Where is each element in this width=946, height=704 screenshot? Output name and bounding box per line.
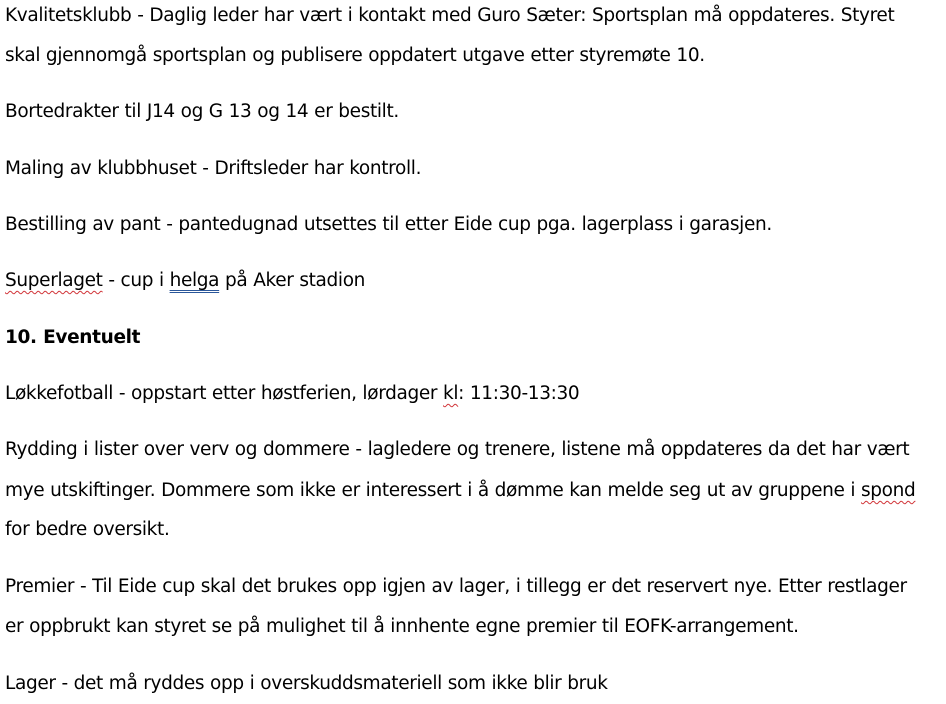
- paragraph-lager: Lager - det må ryddes opp i overskuddsmateriell som ikke blir bruk: [5, 673, 608, 694]
- paragraph-premier-line-2: er oppbrukt kan styret se på mulighet til å innhente egne premier til EOFK-arrangement.: [5, 616, 799, 637]
- spelling-flagged-word[interactable]: Superlaget: [5, 270, 103, 291]
- paragraph-kvalitetsklubb-line-1: Kvalitetsklubb - Daglig leder har vært i kontakt med Guro Sæter: Sportsplan må oppdateres. Styret: [5, 5, 895, 26]
- text-run: Løkkefotball - oppstart etter høstferien, lørdager: [5, 383, 444, 404]
- paragraph-rydding-line-2: [5, 471, 915, 511]
- paragraph-rydding-line-3: for bedre oversikt.: [5, 519, 170, 540]
- text-run: : 11:30-13:30: [458, 383, 580, 404]
- paragraph-rydding-line-1: Rydding i lister over verv og dommere - lagledere og trenere, listene må oppdateres da det har vært: [5, 439, 910, 460]
- paragraph-superlaget: [5, 261, 365, 301]
- paragraph-bortedrakter: Bortedrakter til J14 og G 13 og 14 er bestilt.: [5, 101, 399, 122]
- paragraph-pant: Bestilling av pant - pantedugnad utsettes til etter Eide cup pga. lagerplass i garasjen.: [5, 214, 772, 235]
- paragraph-maling: Maling av klubbhuset - Driftsleder har kontroll.: [5, 158, 422, 179]
- paragraph-premier-line-1: Premier - Til Eide cup skal det brukes opp igjen av lager, i tillegg er det reservert nye. Etter restlager: [5, 576, 907, 597]
- text-run: - cup i: [102, 270, 170, 291]
- spelling-flagged-word[interactable]: spond: [860, 480, 916, 501]
- text-run: mye utskiftinger. Dommere som ikke er interessert i å dømme kan melde seg ut av gruppene i: [5, 480, 861, 501]
- paragraph-lokkefotball: [5, 374, 579, 414]
- section-heading-eventuelt: 10. Eventuelt: [5, 327, 141, 348]
- paragraph-kvalitetsklubb-line-2: skal gjennomgå sportsplan og publisere oppdatert utgave etter styremøte 10.: [5, 45, 705, 66]
- grammar-flagged-word[interactable]: helga: [169, 270, 220, 291]
- text-run: på Aker stadion: [219, 270, 366, 291]
- spelling-flagged-word[interactable]: kl: [443, 383, 459, 404]
